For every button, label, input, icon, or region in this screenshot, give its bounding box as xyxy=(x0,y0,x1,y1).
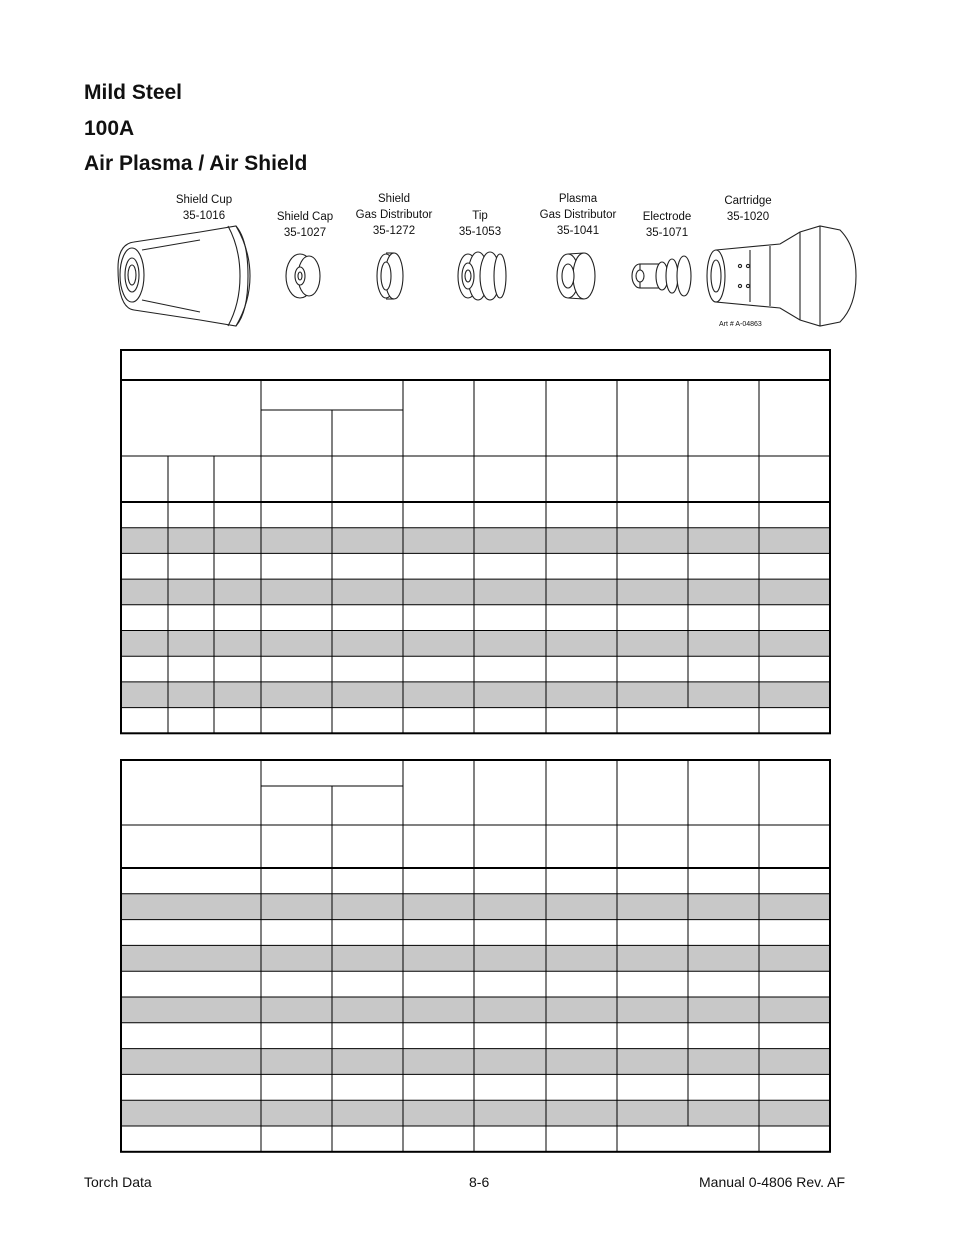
part-name-line2: Gas Distributor xyxy=(539,209,617,221)
part-name: Tip xyxy=(472,210,488,222)
footer-manual-number: Manual 0-4806 Rev. AF xyxy=(699,1174,846,1190)
heading-amperage: 100A xyxy=(84,117,135,140)
heading-gas: Air Plasma / Air Shield xyxy=(84,152,308,175)
footer-section: Torch Data xyxy=(84,1174,152,1190)
part-number: 35-1272 xyxy=(372,225,416,237)
shaded-row xyxy=(121,1100,830,1126)
part-number: 35-1020 xyxy=(726,211,770,223)
heading-material: Mild Steel xyxy=(84,81,183,104)
part-name-line2: Gas Distributor xyxy=(355,209,433,221)
part-number: 35-1041 xyxy=(556,225,600,237)
part-number: 35-1071 xyxy=(645,227,689,239)
art-number: Art # A-04863 xyxy=(719,321,762,328)
part-name: Cartridge xyxy=(724,195,772,207)
part-number: 35-1016 xyxy=(182,210,226,222)
part-name: Shield Cap xyxy=(276,211,334,223)
part-name-line1: Plasma xyxy=(558,193,598,205)
shaded-row xyxy=(121,997,830,1023)
part-name: Shield Cup xyxy=(175,194,233,206)
part-name: Electrode xyxy=(642,211,692,223)
shaded-row xyxy=(121,1049,830,1075)
part-number: 35-1027 xyxy=(283,227,327,239)
part-number: 35-1053 xyxy=(458,226,502,238)
shaded-row xyxy=(121,945,830,971)
part-name-line1: Shield xyxy=(378,193,410,205)
footer-page-number: 8-6 xyxy=(469,1174,490,1190)
shaded-row xyxy=(121,894,830,920)
